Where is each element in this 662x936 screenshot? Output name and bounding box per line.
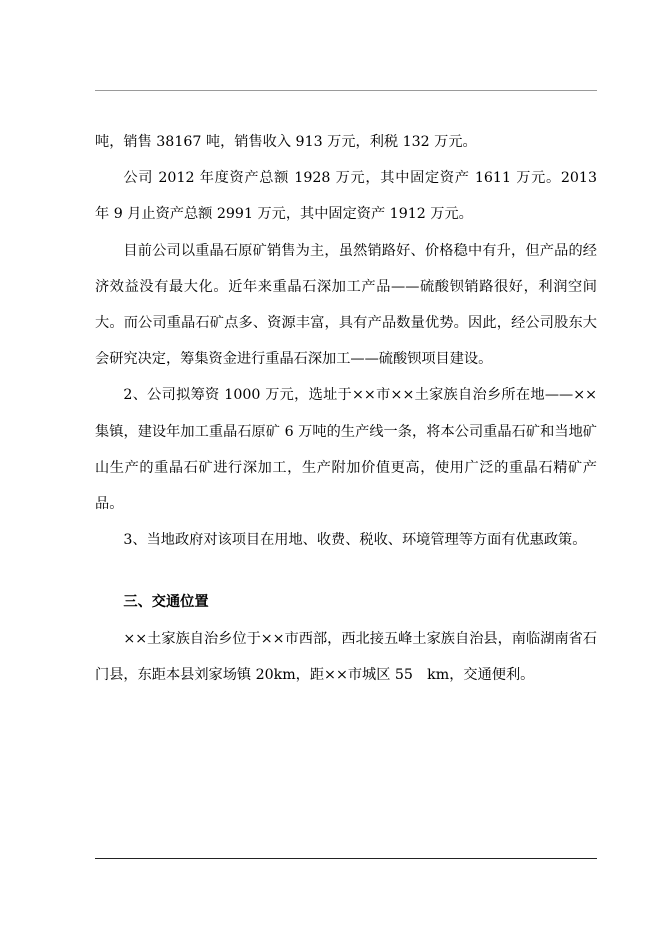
paragraph-current-business: 目前公司以重晶石原矿销售为主，虽然销路好、价格稳中有升，但产品的经济效益没有最大化。近年来重晶石深加工产品——硫酸钡销路很好，利润空间大。而公司重晶石矿点多、资源丰富，具有产品数量优势。因此，经公司股东大会研究决定，筹集资金进行重晶石深加工——硫酸钡项目建设。	[95, 242, 597, 368]
header-rule	[95, 90, 597, 91]
section-spacer	[95, 558, 597, 584]
paragraph-government-policy: 3、当地政府对该项目在用地、收费、税收、环境管理等方面有优惠政策。	[123, 532, 587, 549]
section-heading-traffic: 三、交通位置	[123, 594, 209, 611]
paragraph-traffic-location: ××土家族自治乡位于××市西部，西北接五峰土家族自治县，南临湖南省石门县，东距本县刘家场镇 20km，距××市城区 55 km，交通便利。	[95, 630, 597, 683]
paragraph-investment-plan: 2、公司拟筹资 1000 万元，选址于××市××土家族自治乡所在地——××集镇，建设年加工重晶石原矿 6 万吨的生产线一条，将本公司重晶石矿和当地矿山生产的重晶石矿进行深加工，生产附加价值更高，使用广泛的重晶石精矿产品。	[95, 387, 597, 513]
document-body	[95, 124, 597, 693]
paragraph-assets: 公司 2012 年度资产总额 1928 万元，其中固定资产 1611 万元。2013 年 9 月止资产总额 2991 万元，其中固定资产 1912 万元。	[95, 170, 597, 223]
paragraph-sales: 吨，销售 38167 吨，销售收入 913 万元，利税 132 万元。	[95, 134, 477, 150]
footer-rule	[95, 858, 597, 859]
